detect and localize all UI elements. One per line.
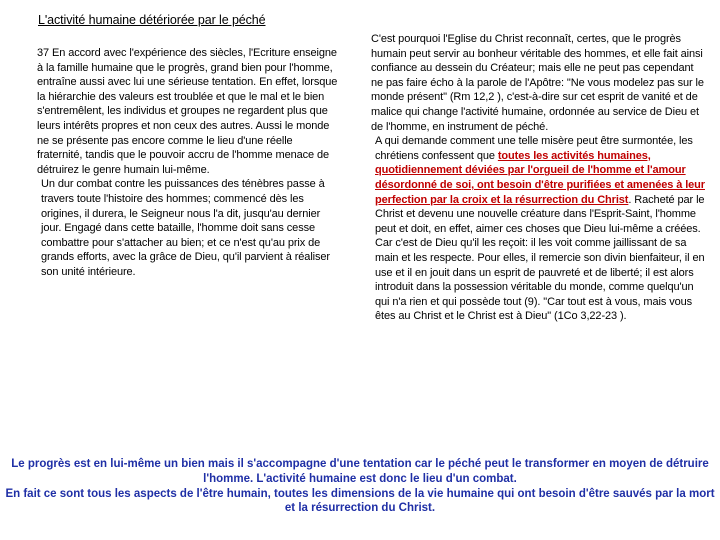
paragraph-misere-end: . Racheté par le Christ et devenu une nouvelle créature dans l'Esprit-Saint, l'homme peut et doit, en effet, aimer ces choses que Dieu lui-même a créées. Car c'est de Dieu qu'il les reçoit: il les voit comme jaillissant de sa main et les respecte. Pour elles, il remercie son divin bienfaiteur, il en use et il en jouit dans un esprit de pauvreté et de liberté; il est alors introduit dans la possession véritable du monde, comme quelqu'un qui n'a rien et qui possède tout (9). "Car tout est à vous, mais vous êtes au Christ et le Christ est à Dieu" (1Co 3,22-23 ). (375, 193, 705, 323)
paragraph-misere (371, 134, 707, 324)
slide-title: L'activité humaine détériorée par le péché (38, 13, 266, 27)
left-column (37, 46, 339, 280)
highlighted-passage: toutes les activités humaines, quotidiennement déviées par l'orgueil de l'homme et l'amour désordonné de soi, ont besoin d'être purifiées et amenées à leur perfection par la croix et la résurrection du Christ (375, 149, 705, 206)
paragraph-combat: Un dur combat contre les puissances des ténèbres passe à travers toute l'histoire des hommes; commencé dès les origines, il durera, le Seigneur nous l'a dit, jusqu'au dernier jour. Engagé dans cette bataille, l'homme doit sans cesse combattre pour s'attacher au bien; et ce n'est qu'au prix de grands efforts, avec la grâce de Dieu, qu'il parvient à réaliser son unité intérieure. (41, 178, 330, 278)
right-column (371, 32, 707, 324)
paragraph-misere-start: A qui demande comment une telle misère peut être surmontée, les chrétiens confessent que (375, 135, 693, 162)
summary-line-1: Le progrès est en lui-même un bien mais il s'accompagne d'une tentation car le péché peut le transformer en moyen de détruire l'homme. L'activité humaine est donc le lieu d'un combat. (11, 458, 709, 485)
paragraph-37: 37 En accord avec l'expérience des siècles, l'Ecriture enseigne à la famille humaine que le progrès, grand bien pour l'homme, entraîne aussi avec lui une sérieuse tentation. En effet, lorsque la hiérarchie des valeurs est troublée et que le mal et le bien s'entremêlent, les individus et groupes ne regardent plus que leurs intérêts propres et non ceux des autres. Aussi le monde ne se présente pas encore comme le lieu d'une réelle fraternité, tandis que le pouvoir accru de l'homme menace de détruirez le genre humain lui-même. (37, 47, 338, 176)
paragraph-eglise: C'est pourquoi l'Eglise du Christ reconnaît, certes, que le progrès humain peut servir au bonheur véritable des hommes, et elle fait ainsi confiance au dessein du Créateur; mais elle ne peut pas cependant ne pas faire écho à la parole de l'Apôtre: "Ne vous modelez pas sur le monde présent" (Rm 12,2 ), c'est-à-dire sur cet esprit de vanité et de malice qui change l'activité humaine, ordonnée au service de Dieu et de l'homme, en instrument de péché. (371, 33, 704, 133)
summary-line-2: En fait ce sont tous les aspects de l'être humain, toutes les dimensions de la vie humaine qui ont besoin d'être sauvés par la mort et la résurrection du Christ. (5, 487, 715, 515)
summary-footer (0, 457, 720, 516)
